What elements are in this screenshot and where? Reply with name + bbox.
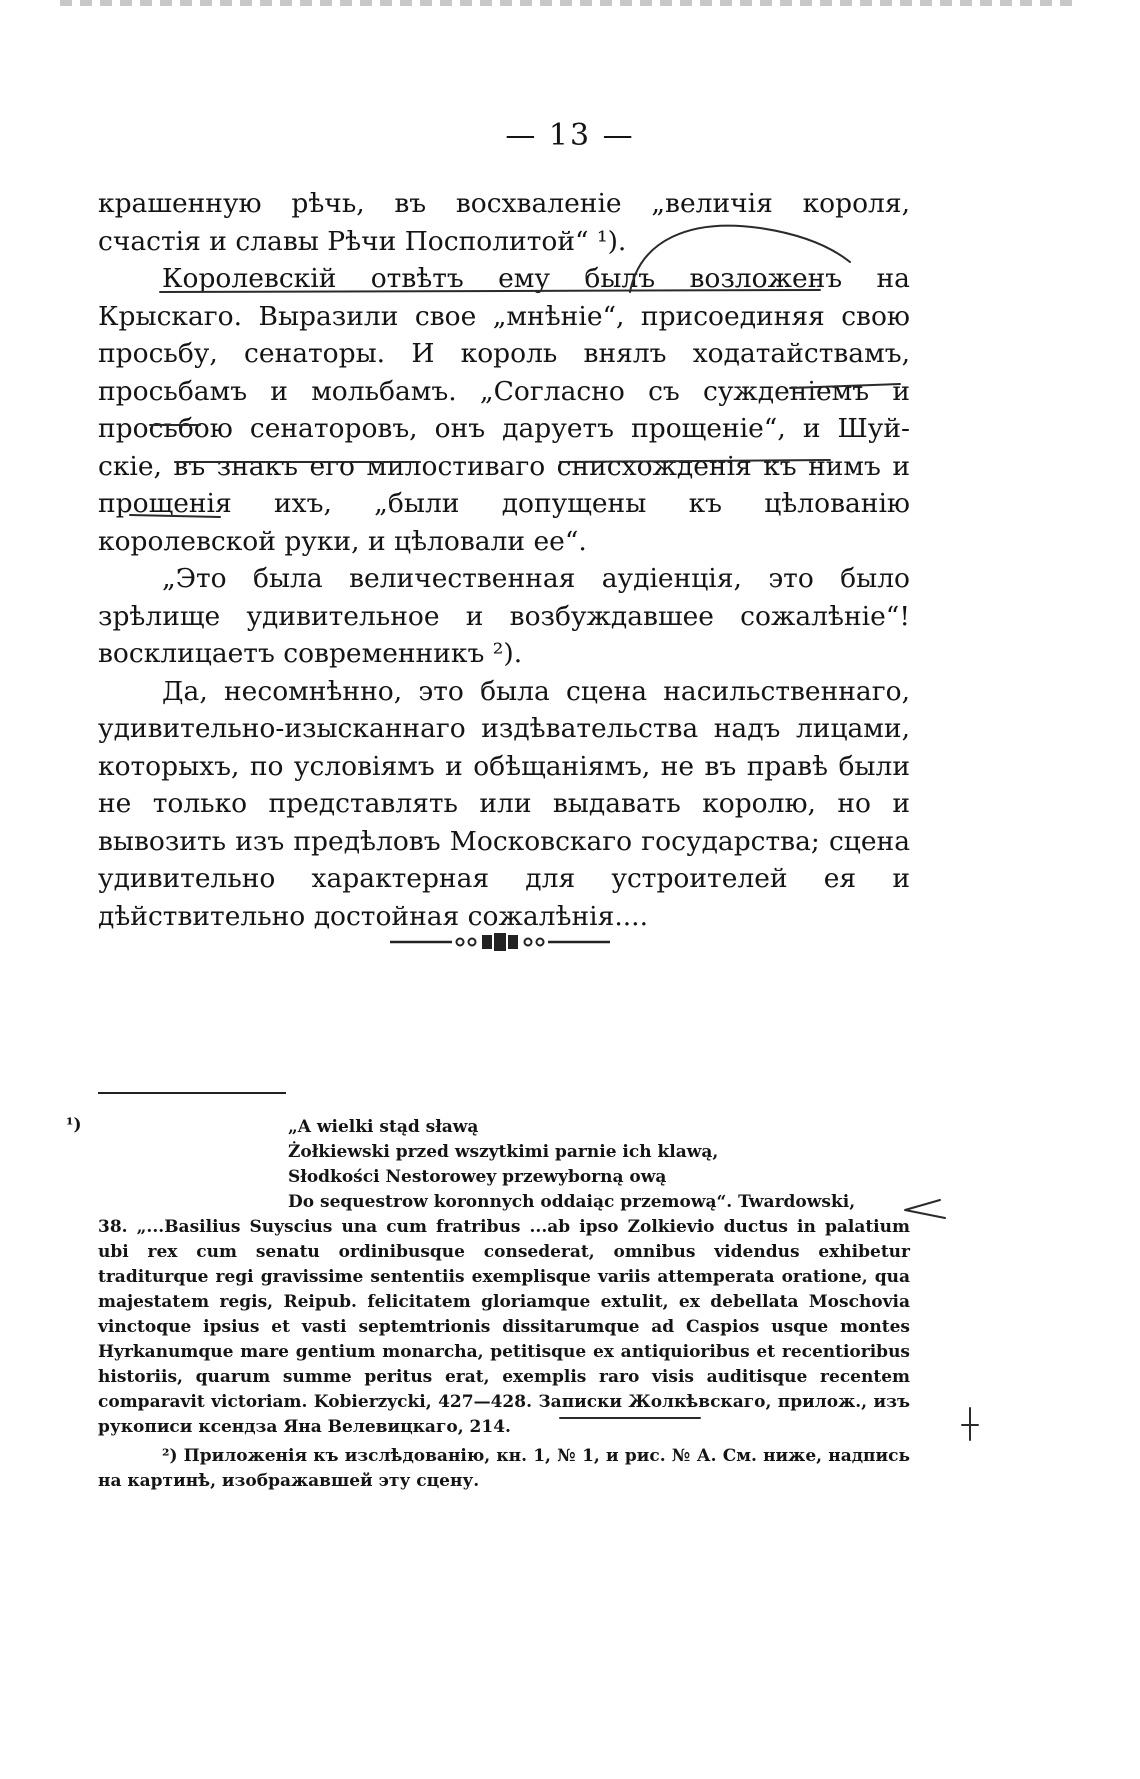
footnote-1-text: 38. „...Basilius Suyscius una cum fratribus ...ab ipso Zolkievio ductus in palatium ubi rex cum senatu ordinibusque consederat, omnibus videndus exhibetur traditurque regi gravissime sententiis exemplisque variis attemperata oratione, qua majestatem regis, Reipub. felicitatem gloriamque extulit, ex debellata Moschovia vinctoque ipsius et vasti septemtrionis dissitarumque ad Caspios usque montes Hyrkanumque mare gentium monarcha, petitisque ex antiquioribus et recentioribus historiis, quarum summe peritus erat, exemplis raro visis auditisque recentem comparavit victoriam. Kobierzycki, 427—428. Записки Жолкѣвскаго, прилож., изъ рукописи ксендза Яна Велевицкаго, 214. [98, 1217, 910, 1437]
pen-margin-mark [962, 1408, 978, 1440]
paragraph-3: „Это была величественная аудіенція, это было зрѣлище удивительное и возбуждавшее сожалѣніе“! восклицаетъ современникъ ²). [98, 563, 910, 669]
footnote-2-text: ²) Приложенія къ изслѣдованію, кн. 1, № 1, и рис. № А. См. ниже, надпись на картинѣ, изображавшей эту сцену. [98, 1446, 910, 1491]
verse-line: Do sequestrow koronnych oddaiąc przemową“. Twardowski, [288, 1192, 856, 1212]
section-ornament [390, 930, 610, 954]
paragraph-2: Королевскій отвѣтъ ему былъ возложенъ на Крыскаго. Выразили свое „мнѣніе“, присоединяя свою просьбу, сенаторы. И король внялъ ходатайствамъ, просьбамъ и мольбамъ. „Согласно съ сужденіемъ и просьбою сенаторовъ, онъ даруетъ прощеніе“, и Шуйскіе, въ знакъ его милостиваго снисхожденія къ нимъ и прощенія ихъ, „были допущены къ цѣлованію королевской руки, и цѣловали ее“. [98, 263, 910, 557]
verse-line: Słodkości Nestorowey przewyborną ową [288, 1167, 667, 1187]
verse-line: „A wielki stąd sławą [288, 1117, 479, 1137]
footnote-divider [98, 1092, 286, 1094]
footnotes [98, 1115, 910, 1494]
verse-line: Żołkiewski przed wszytkimi parnie ich klawą, [288, 1142, 719, 1162]
paragraph-1: крашенную рѣчь, въ восхваленіе „величія короля, счастія и славы Рѣчи Посполитой“ ¹). [98, 188, 910, 257]
main-text [98, 185, 910, 935]
page-number: — 13 — [505, 118, 635, 153]
pen-margin-mark [905, 1200, 945, 1218]
top-edge-bleed [60, 0, 1080, 6]
footnote-1-marker: ¹) [66, 1115, 82, 1135]
footnote-1-verse [288, 1115, 910, 1215]
paragraph-4: Да, несомнѣнно, это была сцена насильственнаго, удивительно-изысканнаго издѣвательства надъ лицами, которыхъ, по условіямъ и обѣщаніямъ, не въ правѣ были не только представлять или выдавать королю, но и вывозить изъ предѣловъ Московскаго государства; сцена удивительно характерная для устроителей ея и дѣйствительно достойная сожалѣнія.... [98, 675, 910, 932]
